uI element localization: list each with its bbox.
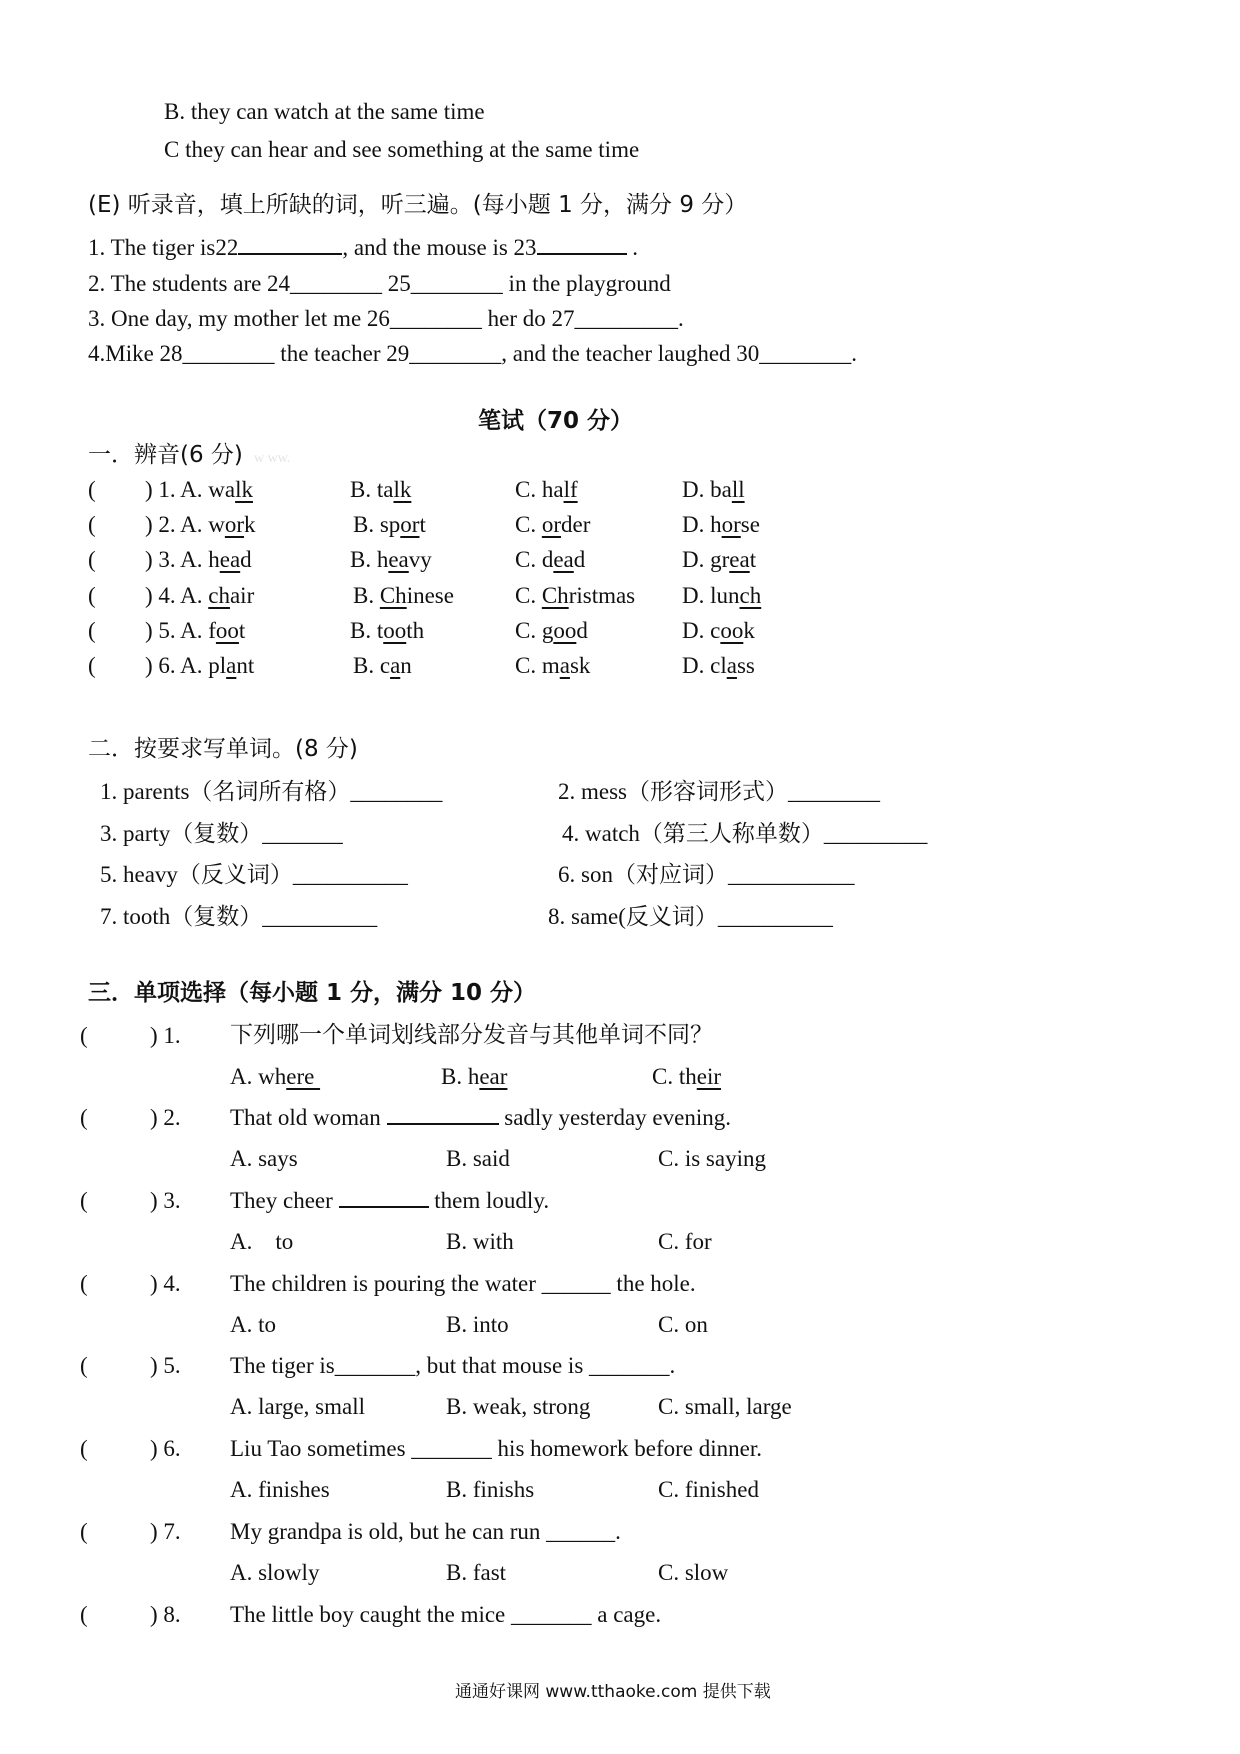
section3-number: ) 3. [150,1188,181,1213]
question-3-text [230,1187,549,1215]
question-1-option-a [230,1063,320,1091]
section1-row-1-c [515,476,578,504]
word-d-post: t [749,547,757,572]
section1-row-5-a [145,617,245,645]
section1-row-6-a [145,652,254,680]
section3-paren: ( [80,1188,88,1213]
word-c [515,547,585,572]
question-7-text: My grandpa is old, but he can run ______. [230,1519,621,1544]
word-b-post: n [400,653,412,678]
option-word [230,1064,320,1089]
section1-row-6-c [515,652,590,680]
section1-row-1-b [350,476,411,504]
word-b-pre: B. t [350,618,384,643]
word-b-mid: oo [383,618,407,643]
section1-row-3-b [350,546,432,574]
question-5-text: The tiger is_______, but that mouse is _______. [230,1353,676,1378]
word-d [682,653,755,678]
word-a-pre: h [208,547,220,572]
word-d-pre: D. ba [682,477,732,502]
word-a-mid: ch [208,583,230,608]
word-b-pre: B. h [350,547,389,572]
blank-22 [238,253,342,255]
word-d-pre: D. h [682,512,722,537]
section3-number: ) 4. [150,1271,181,1296]
word-c-post: der [561,512,591,537]
word-a-pre: f [208,618,216,643]
section3-paren: ( [80,1436,88,1461]
part-e-heading: (E) 听录音，填上所缺的词，听三遍。(每小题 1 分，满分 9 分） [88,192,748,218]
line-text: , and the mouse is 23 [342,235,537,260]
word-a-mid: oo [215,618,239,643]
section3-paren: ( [80,1519,88,1544]
section3-number: ) 2. [150,1105,181,1130]
question-6-option-a: A. finishes [230,1477,330,1502]
word-d-pre: D. gr [682,547,730,572]
word-d-pre: D. c [682,618,721,643]
word-c-mid: or [541,512,562,537]
word-a-pre: w [208,512,225,537]
question-6-text: Liu Tao sometimes _______ his homework before dinner. [230,1436,762,1461]
word-b-mid: ea [388,547,409,572]
question-4-option-a: A. to [230,1312,276,1337]
section1-heading: 一．辨音(6 分) [88,442,243,468]
question-text-pre: That old woman [230,1105,387,1130]
question-5-option-c: C. small, large [658,1394,792,1419]
part-e-line-2: 2. The students are 24________ 25________ in the playground [88,271,671,296]
word-c-pre: C. [515,583,542,608]
word-c [515,583,635,608]
section2-heading: 二．按要求写单词。(8 分) [88,736,358,762]
section3-paren: ( [80,1023,88,1048]
option-word-mid: ere [286,1064,321,1089]
section1-paren: ( [88,477,96,502]
word-b [353,653,412,678]
word-a-post: k [244,512,256,537]
answer-blank [387,1123,499,1125]
word-c-mid: ea [553,547,574,572]
word-b-pre: B. sp [353,512,401,537]
footer-text: 通通好课网 www.tthaoke.com 提供下载 [455,1682,771,1702]
word-d [682,512,760,537]
section1-row-2-b [353,511,426,539]
option-word [441,1064,507,1089]
question-2-text [230,1104,731,1132]
blank-23 [537,253,627,255]
section1-paren: ( [88,653,96,678]
line-text: 1. The tiger is22 [88,235,239,260]
word-d-pre: D. cl [682,653,727,678]
word-c-pre: C. m [515,653,560,678]
word-d-mid: or [721,512,741,537]
word-b-post: inese [406,583,454,608]
section1-paren: ( [88,512,96,537]
word-d-post: k [743,618,755,643]
word-d-mid: ch [739,583,762,608]
section2-item-6: 6. son（对应词）___________ [558,862,855,887]
line-text: . [626,235,639,260]
question-2-option-b: B. said [446,1146,510,1171]
section2-item-1: 1. parents（名词所有格）________ [100,779,443,804]
question-text-post: them loudly. [428,1188,550,1213]
word-b [350,547,432,572]
section3-paren: ( [80,1353,88,1378]
question-4-option-b: B. into [446,1312,509,1337]
word-a-mid: or [224,512,245,537]
question-1-text: 下列哪一个单词划线部分发音与其他单词不同？ [230,1022,713,1048]
question-8-text: The little boy caught the mice _______ a cage. [230,1602,662,1627]
word-b-post: vy [408,547,432,572]
word-c-pre: C. d [515,547,554,572]
question-7-option-a: A. slowly [230,1560,320,1585]
section1-row-2-d [682,511,760,539]
section1-number: ) 1. A. [145,477,209,502]
question-6-option-c: C. finished [658,1477,759,1502]
question-7-option-c: C. slow [658,1560,729,1585]
section1-number: ) 4. A. [145,583,209,608]
section3-number: ) 6. [150,1436,181,1461]
word-b [353,512,426,537]
section1-row-4-d [682,582,761,610]
word-a-post: air [229,583,255,608]
word-d [682,547,756,572]
question-5-option-a: A. large, small [230,1394,365,1419]
word-c-post: d [576,618,588,643]
word-b-post: th [406,618,425,643]
section2-item-7: 7. tooth（复数）__________ [100,904,378,929]
word-a-post: nt [236,653,255,678]
section1-number: ) 5. A. [145,618,209,643]
word-b [350,477,411,502]
section1-row-5-d [682,617,755,645]
word-b-post: t [419,512,426,537]
question-2-option-a: A. says [230,1146,298,1171]
section1-number: ) 6. A. [145,653,209,678]
section2-item-2: 2. mess（形容词形式）________ [558,779,880,804]
section1-row-5-c [515,617,588,645]
watermark: w ww. [254,451,291,466]
word-c [515,512,590,537]
section1-row-6-b [353,652,412,680]
question-7-option-b: B. fast [446,1560,507,1585]
word-b-mid: Ch [379,583,407,608]
word-d-mid: ll [731,477,745,502]
question-2-option-c: C. is saying [658,1146,766,1171]
section1-row-1-a [145,476,253,504]
option-word-pre: B. h [441,1064,480,1089]
section2-item-8: 8. same(反义词）__________ [548,904,833,929]
word-b-pre: B. c [353,653,391,678]
word-c-pre: C. ha [515,477,564,502]
word-c-pre: C. g [515,618,554,643]
part-e-line-3: 3. One day, my mother let me 26________ her do 27_________. [88,306,684,331]
word-d-mid: ea [729,547,750,572]
word-c-pre: C. [515,512,542,537]
option-b-text: B. they can watch at the same time [164,99,485,124]
word-b-pre: B. [353,583,380,608]
word-b-mid: or [400,512,420,537]
word-a-mid: ea [219,547,241,572]
section1-row-4-b [353,582,454,610]
word-b-pre: B. ta [350,477,394,502]
word-a-mid: lk [235,477,253,502]
word-b-mid: a [390,653,401,678]
section3-number: ) 5. [150,1353,181,1378]
word-d-post: ss [736,653,755,678]
section1-row-2-a [145,511,256,539]
answer-blank [339,1206,429,1208]
word-d-post: se [740,512,760,537]
word-a-post: t [238,618,246,643]
word-b [353,583,454,608]
section3-paren: ( [80,1602,88,1627]
section1-paren: ( [88,583,96,608]
section3-paren: ( [80,1105,88,1130]
question-5-option-b: B. weak, strong [446,1394,591,1419]
option-word [652,1064,721,1089]
section1-row-2-c [515,511,590,539]
section3-number: ) 8. [150,1602,181,1627]
word-a-pre: pl [208,653,227,678]
word-c-post: ristmas [568,583,636,608]
word-a [208,477,253,502]
word-c-mid: lf [563,477,578,502]
word-c [515,653,590,678]
word-a [208,653,254,678]
word-a-mid: a [226,653,237,678]
word-a [208,618,245,643]
section1-row-3-a [145,546,252,574]
question-1-option-c [652,1063,721,1091]
question-4-option-c: C. on [658,1312,708,1337]
word-c-mid: Ch [541,583,569,608]
word-c-mid: oo [553,618,577,643]
question-text-post: sadly yesterday evening. [498,1105,731,1130]
word-c-post: sk [569,653,591,678]
question-3-option-a: A. to [230,1229,294,1254]
word-d-mid: oo [720,618,744,643]
option-word-pre: C. th [652,1064,697,1089]
question-4-text: The children is pouring the water ______ the hole. [230,1271,696,1296]
question-3-option-c: C. for [658,1229,712,1254]
word-a [208,547,251,572]
section2-item-3: 3. party（复数）_______ [100,821,343,846]
option-word-mid: ear [479,1064,508,1089]
option-word-pre: A. wh [230,1064,287,1089]
section3-heading: 三．单项选择（每小题 1 分，满分 10 分） [88,980,537,1006]
word-d-pre: D. lun [682,583,740,608]
word-a-pre: wa [208,477,236,502]
word-c [515,618,588,643]
word-c-post: d [573,547,586,572]
section2-item-5: 5. heavy（反义词）__________ [100,862,408,887]
section1-number: ) 3. A. [145,547,209,572]
section1-row-6-d [682,652,755,680]
section2-item-4: 4. watch（第三人称单数）_________ [562,821,928,846]
section3-number: ) 7. [150,1519,181,1544]
word-a [208,512,255,537]
word-a-post: d [240,547,252,572]
word-d [682,583,761,608]
question-text-pre: They cheer [230,1188,339,1213]
question-6-option-b: B. finishs [446,1477,535,1502]
word-b-mid: lk [393,477,412,502]
section3-paren: ( [80,1271,88,1296]
section1-paren: ( [88,547,96,572]
word-c-mid: a [559,653,570,678]
section1-row-1-d [682,476,745,504]
section1-row-3-c [515,546,585,574]
written-title: 笔试（70 分） [478,408,634,434]
option-c-text: C they can hear and see something at the same time [164,137,640,162]
part-e-line-1 [88,234,638,262]
section1-row-4-c [515,582,635,610]
word-d [682,477,745,502]
section1-row-4-a [145,582,254,610]
word-d-mid: a [726,653,737,678]
section1-row-3-d [682,546,756,574]
part-e-line-4: 4.Mike 28________ the teacher 29________, and the teacher laughed 30________. [88,341,858,366]
section1-paren: ( [88,618,96,643]
word-d [682,618,755,643]
section1-row-5-b [350,617,424,645]
word-a [208,583,254,608]
question-3-option-b: B. with [446,1229,514,1254]
word-b [350,618,424,643]
section3-number: ) 1. [150,1023,181,1048]
word-c [515,477,578,502]
section1-number: ) 2. A. [145,512,209,537]
question-1-option-b [441,1063,507,1091]
option-word-mid: eir [696,1064,721,1089]
